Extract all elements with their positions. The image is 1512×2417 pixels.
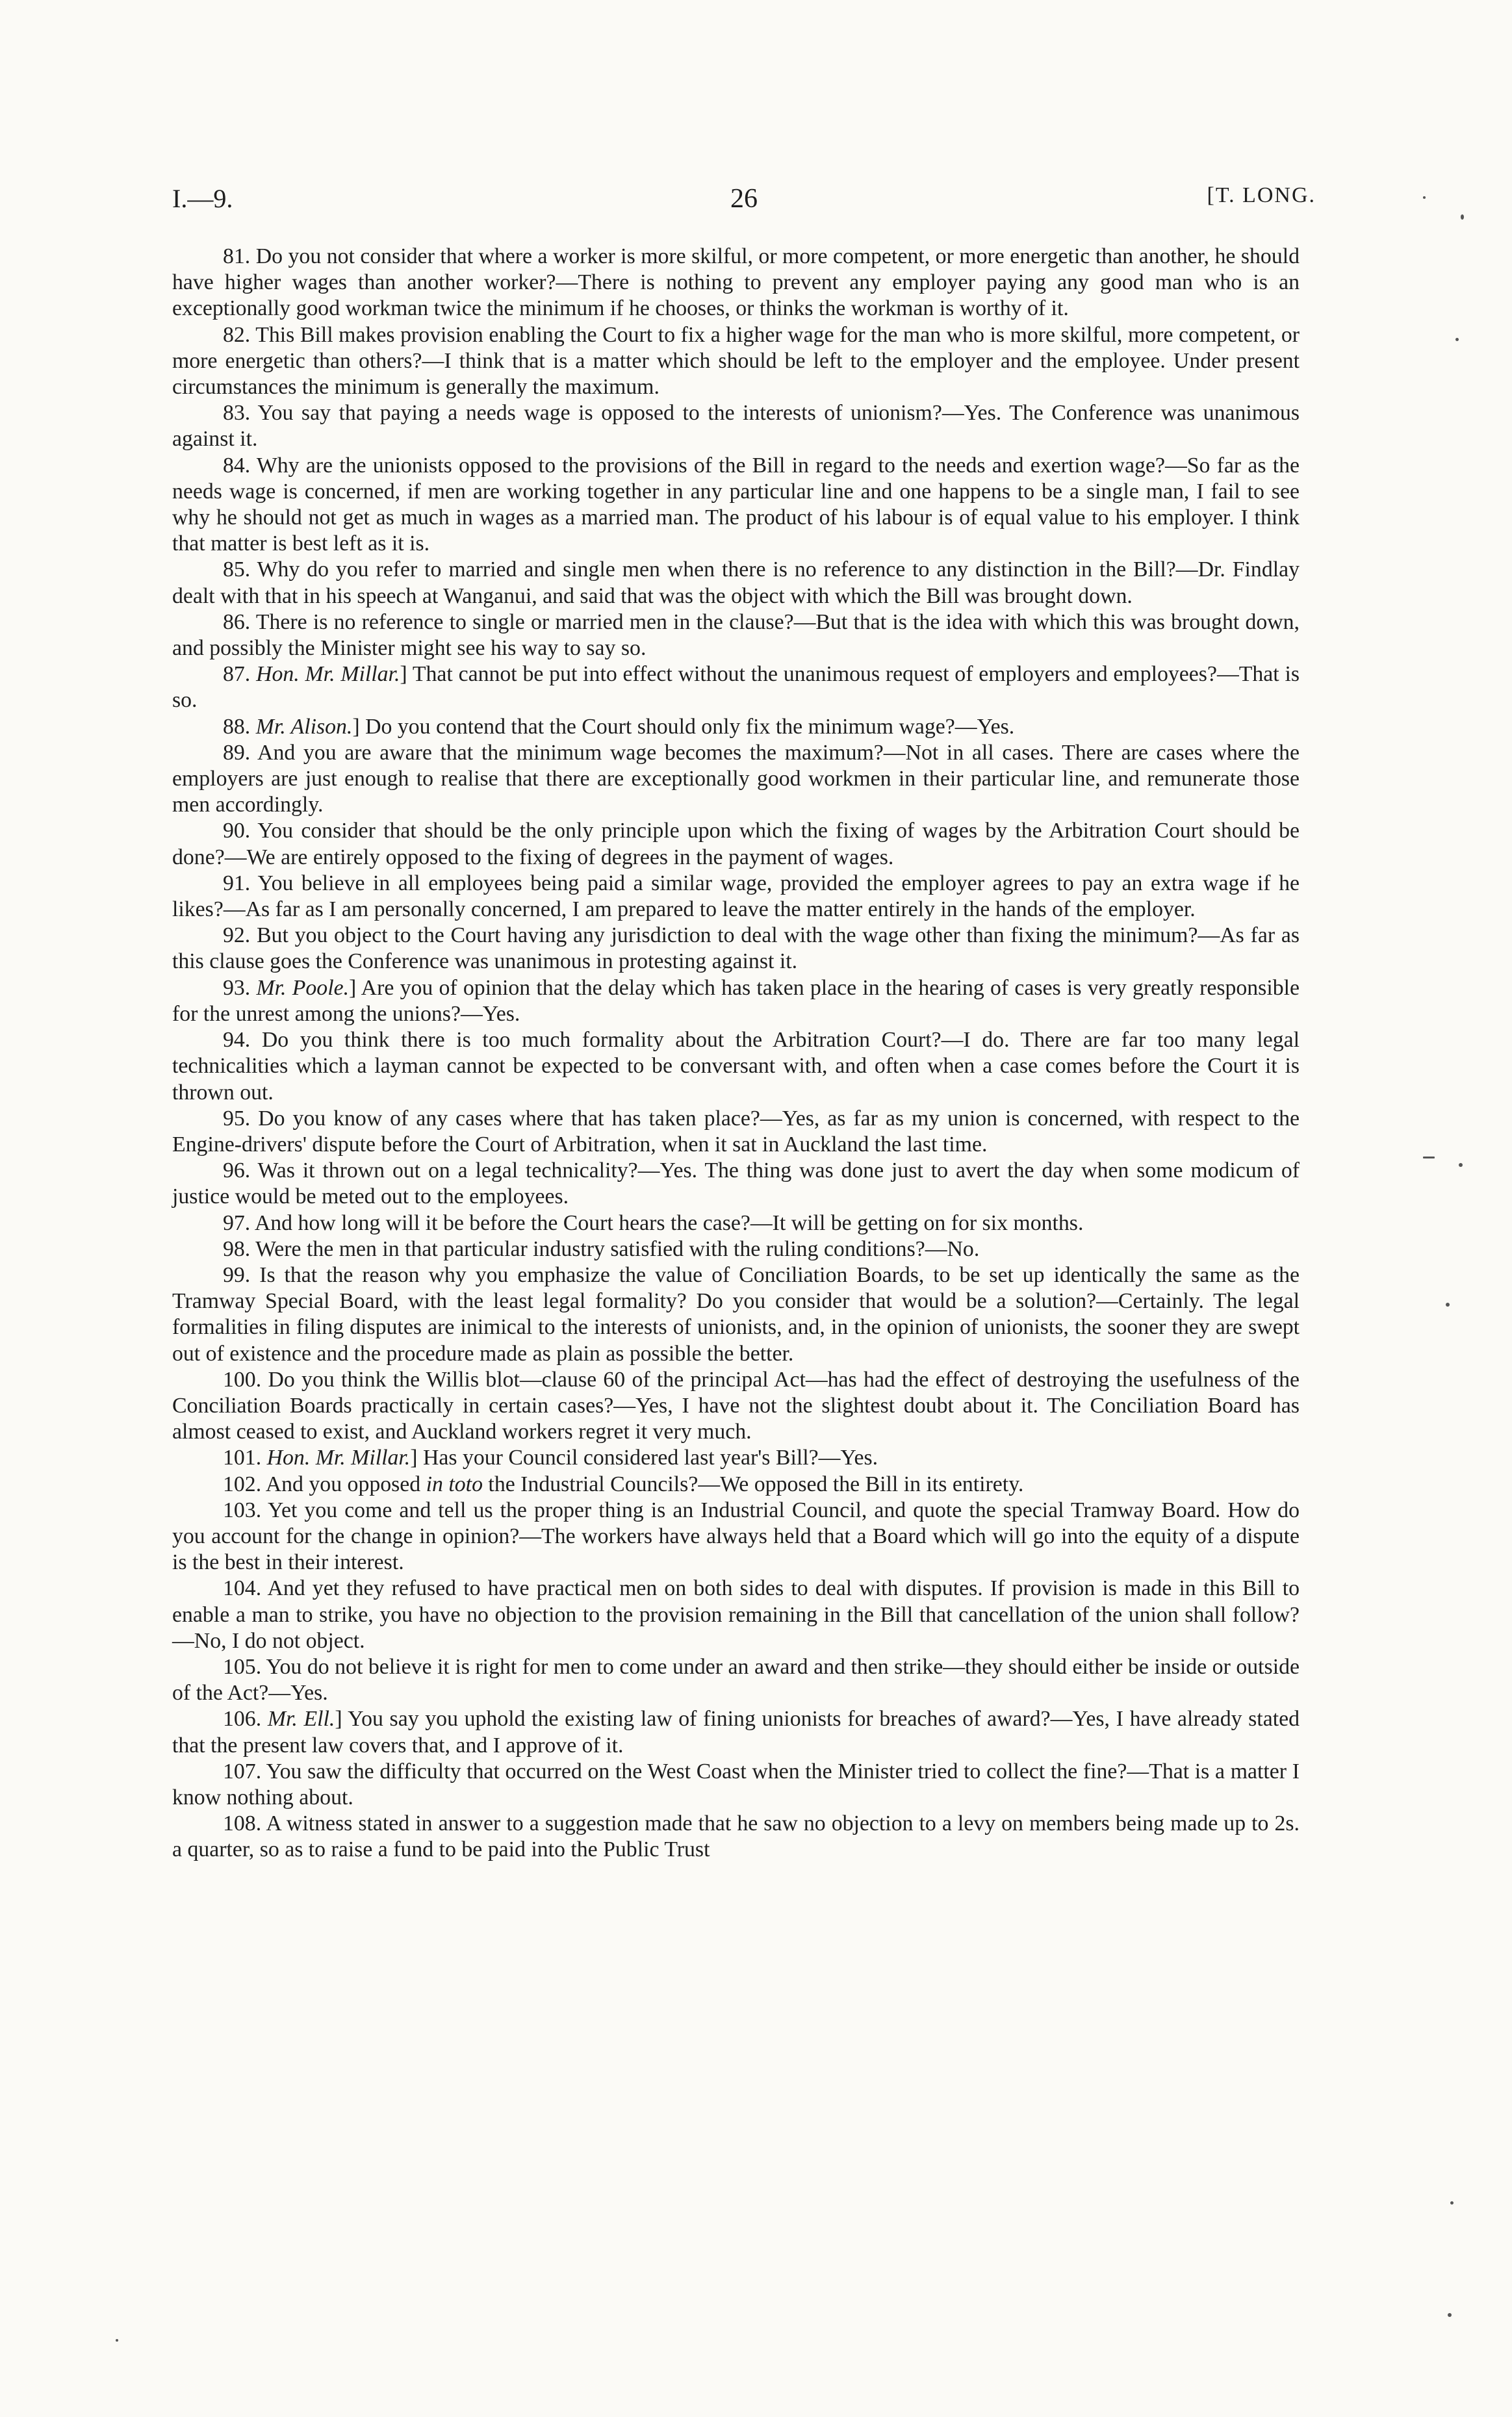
testimony-paragraph	[172, 740, 1300, 819]
speaker-name: Mr. Ell.	[267, 1707, 335, 1732]
question-number: 89.	[223, 740, 251, 765]
question-answer-text: Were the men in that particular industry satisfied with the ruling conditions?—No.	[255, 1236, 980, 1261]
testimony-paragraph	[172, 1706, 1300, 1758]
testimony-paragraph	[172, 1106, 1300, 1158]
question-answer-text: And you are aware that the minimum wage becomes the maximum?—Not in all cases. There are cases where the employers are just enough to realise that there are exceptionally good workmen in their particular line, and remunerate those men accordingly.	[172, 740, 1300, 817]
question-number: 99.	[223, 1262, 251, 1287]
testimony-paragraph	[172, 322, 1300, 401]
question-answer-text: Do you think there is too much formality about the Arbitration Court?—I do. There are far too many legal technicalities which a layman cannot be expected to be conversant with, and often when a case comes before the Court it is thrown out.	[172, 1028, 1300, 1105]
question-number: 95.	[223, 1106, 251, 1131]
question-number: 92.	[223, 923, 251, 948]
question-answer-text: A witness stated in answer to a suggestion made that he saw no objection to a levy on members being made up to 2s. a quarter, so as to raise a fund to be paid into the Public Trust	[172, 1811, 1300, 1862]
question-answer-text: the Industrial Councils?—We opposed the Bill in its entirety.	[482, 1472, 1024, 1496]
question-answer-text: Do you think the Willis blot—clause 60 of the principal Act—has had the effect of destroying the usefulness of the Conciliation Boards practically in certain cases?—Yes, I have not the slightest doubt about it. The Conciliation Board has almost ceased to exist, and Auckland workers regret it very much.	[172, 1367, 1300, 1444]
document-reference: I.—9.	[172, 184, 233, 213]
speaker-bracket: ]	[400, 662, 413, 687]
question-number: 101.	[223, 1446, 262, 1470]
question-number: 85.	[223, 557, 251, 582]
question-number: 96.	[223, 1158, 251, 1183]
testimony-paragraph	[172, 1759, 1300, 1811]
question-number: 106.	[223, 1707, 262, 1732]
question-number: 107.	[223, 1759, 262, 1784]
question-answer-text: And how long will it be before the Court hears the case?—It will be getting on for six months.	[254, 1210, 1084, 1235]
question-number: 91.	[223, 871, 251, 895]
question-number: 90.	[223, 819, 251, 843]
testimony-paragraph	[172, 1236, 1300, 1262]
testimony-paragraph	[172, 1811, 1300, 1863]
testimony-paragraph	[172, 1445, 1300, 1471]
testimony-paragraph	[172, 1027, 1300, 1106]
page-header	[172, 183, 1316, 222]
testimony-paragraph	[172, 557, 1300, 609]
question-answer-text: You say you uphold the existing law of fining unionists for breaches of award?—Yes, I have already stated that the present law covers that, and I approve of it.	[172, 1707, 1300, 1758]
question-number: 94.	[223, 1028, 251, 1053]
speaker-name: Hon. Mr. Millar.	[256, 662, 400, 687]
testimony-paragraph	[172, 1367, 1300, 1446]
testimony-paragraph	[172, 818, 1300, 870]
testimony-body	[172, 244, 1300, 1863]
testimony-paragraph	[172, 453, 1300, 557]
testimony-paragraph	[172, 1472, 1300, 1498]
question-number: 108.	[223, 1811, 262, 1836]
witness-name: [T. LONG.	[1207, 183, 1316, 207]
testimony-paragraph	[172, 1210, 1300, 1236]
speaker-name: Hon. Mr. Millar.	[266, 1446, 411, 1470]
question-answer-text: You believe in all employees being paid a similar wage, provided the employer agrees to pay an extra wage if he likes?—As far as I am personally concerned, I am prepared to leave the matter entirely in the hands of the employer.	[172, 871, 1300, 922]
question-number: 100.	[223, 1367, 262, 1392]
question-number: 84.	[223, 453, 251, 478]
question-answer-text: You saw the difficulty that occurred on the West Coast when the Minister tried to collect the fine?—That is a matter I know nothing about.	[172, 1759, 1300, 1810]
question-answer-text: Has your Council considered last year's Bill?—Yes.	[422, 1446, 878, 1470]
question-number: 105.	[223, 1654, 262, 1679]
question-answer-text: Do you know of any cases where that has taken place?—Yes, as far as my union is concerned, with respect to the Engine-drivers' dispute before the Court of Arbitration, when it sat in Auckland the last time.	[172, 1106, 1300, 1157]
question-answer-text: Do you contend that the Court should only fix the minimum wage?—Yes.	[365, 714, 1015, 739]
question-number: 93.	[223, 975, 251, 1000]
speaker-bracket: ]	[352, 714, 366, 739]
testimony-paragraph	[172, 1262, 1300, 1367]
testimony-paragraph	[172, 975, 1300, 1027]
question-number: 82.	[223, 322, 251, 347]
question-answer-text: Do you not consider that where a worker is more skilful, or more competent, or more energetic than another, he should have higher wages than another worker?—There is nothing to prevent any employer paying any good man who is an exceptionally good workman twice the minimum if he chooses, or thinks the workman is worthy of it.	[172, 244, 1300, 321]
question-number: 81.	[223, 244, 251, 268]
speaker-name: Mr. Poole.	[256, 975, 350, 1000]
page-number: 26	[730, 184, 758, 214]
testimony-paragraph	[172, 1576, 1300, 1654]
question-answer-text: You consider that should be the only principle upon which the fixing of wages by the Arbitration Court should be done?—We are entirely opposed to the fixing of degrees in the payment of wages.	[172, 819, 1300, 869]
speaker-name: Mr. Alison.	[255, 714, 353, 739]
question-number: 103.	[223, 1498, 262, 1522]
question-answer-text: And yet they refused to have practical men on both sides to deal with disputes. If provision is made in this Bill to enable a man to strike, you have no objection to the provision remaining in the Bill that cancellation of the union shall follow?—No, I do not object.	[172, 1576, 1300, 1653]
testimony-paragraph	[172, 661, 1300, 713]
question-number: 102.	[223, 1472, 262, 1496]
question-answer-text: Why are the unionists opposed to the provisions of the Bill in regard to the needs and exertion wage?—So far as the needs wage is concerned, if men are working together in any particular line and one happens to be a single man, I fail to see why he should not get as much in wages as a married man. The product of his labour is of equal value to his employer. I think that matter is best left as it is.	[172, 453, 1300, 556]
question-number: 83.	[223, 401, 251, 426]
testimony-paragraph	[172, 923, 1300, 975]
testimony-paragraph	[172, 714, 1300, 740]
question-answer-text: Was it thrown out on a legal technicality?—Yes. The thing was done just to avert the day when some modicum of justice would be meted out to the employees.	[172, 1158, 1300, 1209]
question-answer-text: Are you of opinion that the delay which has taken place in the hearing of cases is very greatly responsible for the unrest among the unions?—Yes.	[172, 975, 1300, 1026]
question-answer-text: That cannot be put into effect without the unanimous request of employers and employees?—That is so.	[172, 662, 1300, 713]
question-number: 86.	[223, 609, 251, 634]
question-number: 97.	[223, 1210, 251, 1235]
question-answer-text: But you object to the Court having any jurisdiction to deal with the wage other than fixing the minimum?—As far as this clause goes the Conference was unanimous in protesting against it.	[172, 923, 1300, 974]
testimony-paragraph	[172, 400, 1300, 452]
question-text: And you opposed	[265, 1472, 426, 1496]
speaker-bracket: ]	[335, 1707, 348, 1732]
testimony-paragraph	[172, 1498, 1300, 1576]
testimony-paragraph	[172, 609, 1300, 661]
question-answer-text: There is no reference to single or married men in the clause?—But that is the idea with which this was brought down, and possibly the Minister might see his way to say so.	[172, 609, 1300, 661]
question-number: 88.	[223, 714, 251, 739]
question-answer-text: This Bill makes provision enabling the Court to fix a higher wage for the man who is more skilful, more competent, or more energetic than others?—I think that is a matter which should be left to the employer and the employee. Under present circumstances the minimum is generally the maximum.	[172, 322, 1300, 400]
italic-phrase: in toto	[426, 1472, 483, 1496]
question-answer-text: You do not believe it is right for men to come under an award and then strike—they should either be inside or outside of the Act?—Yes.	[172, 1654, 1300, 1706]
testimony-paragraph	[172, 244, 1300, 322]
question-answer-text: Yet you come and tell us the proper thing is an Industrial Council, and quote the special Tramway Board. How do you account for the change in opinion?—The workers have always held that a Board which will go into the equity of a dispute is the best in their interest.	[172, 1498, 1300, 1575]
testimony-paragraph	[172, 871, 1300, 923]
testimony-paragraph	[172, 1654, 1300, 1706]
question-answer-text: Why do you refer to married and single men when there is no reference to any distinction in the Bill?—Dr. Findlay dealt with that in his speech at Wanganui, and said that was the object with which the Bill was brought down.	[172, 557, 1300, 608]
question-answer-text: Is that the reason why you emphasize the value of Conciliation Boards, to be set up identically the same as the Tramway Special Board, with the least legal formality? Do you consider that would be a solution?—Certainly. The legal formalities in filing disputes are inimical to the interests of unionists, and, in the opinion of unionists, the sooner they are swept out of existence and the procedure made as plain as possible the better.	[172, 1262, 1300, 1366]
question-number: 98.	[223, 1236, 251, 1261]
question-number: 104.	[223, 1576, 262, 1601]
question-answer-text: You say that paying a needs wage is opposed to the interests of unionism?—Yes. The Conference was unanimous against it.	[172, 401, 1300, 452]
testimony-paragraph	[172, 1158, 1300, 1210]
speaker-bracket: ]	[410, 1446, 423, 1470]
speaker-bracket: ]	[349, 975, 361, 1000]
question-number: 87.	[223, 662, 251, 687]
